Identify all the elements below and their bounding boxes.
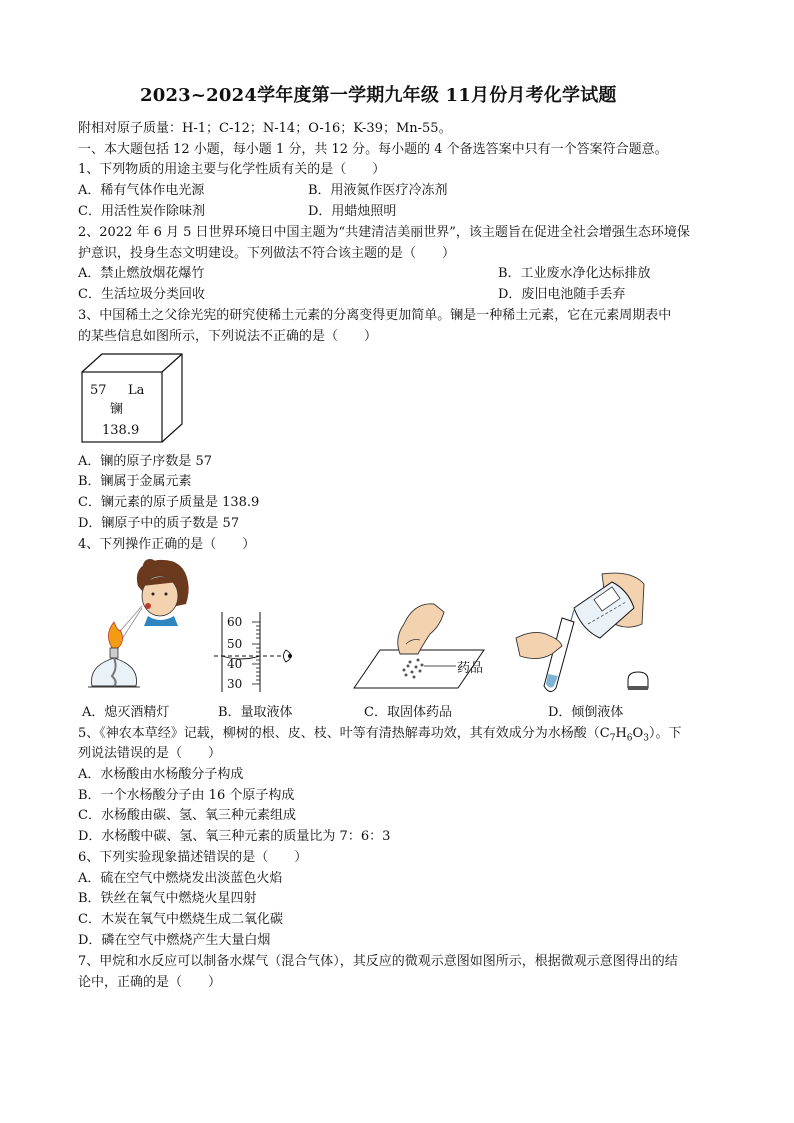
q6-option-a: A．硫在空气中燃烧发出淡蓝色火焰 bbox=[78, 871, 283, 886]
q3-option-d: D．镧原子中的质子数是 57 bbox=[78, 516, 240, 531]
q2-option-b: B．工业废水净化达标排放 bbox=[498, 266, 651, 281]
q5-sub-h: 6 bbox=[626, 733, 633, 744]
q2-option-d: D．废旧电池随手丢弃 bbox=[498, 287, 626, 302]
q6-option-b: B．铁丝在氧气中燃烧火星四射 bbox=[78, 891, 257, 906]
cylinder-tick-40: 40 bbox=[227, 657, 243, 671]
q4-option-d: D．倾倒液体 bbox=[548, 705, 624, 720]
q2-stem-line2: 护意识，投身生态文明建设。下列做法不符合该主题的是（ ） bbox=[78, 246, 456, 261]
cylinder-tick-60: 60 bbox=[227, 615, 243, 629]
cylinder-tick-50: 50 bbox=[227, 637, 243, 651]
q4-option-c: C．取固体药品 bbox=[364, 705, 452, 720]
q5-stem-line2: 列说法错误的是（ ） bbox=[78, 746, 222, 761]
solid-reagent-figure bbox=[352, 600, 492, 694]
q1-option-a: A．稀有气体作电光源 bbox=[78, 183, 205, 198]
cylinder-tick-30: 30 bbox=[227, 677, 243, 691]
q5-h: H bbox=[615, 726, 627, 741]
q3-option-b: B．镧属于金属元素 bbox=[78, 474, 192, 489]
page-title: 2023~2024学年度第一学期九年级 11月份月考化学试题 bbox=[140, 85, 617, 106]
element-name: 镧 bbox=[110, 402, 124, 417]
element-symbol: La bbox=[128, 383, 145, 398]
alcohol-lamp-figure bbox=[78, 556, 190, 696]
q5-option-d: D．水杨酸中碳、氢、氧三种元素的质量比为 7：6：3 bbox=[78, 829, 391, 844]
element-card-figure bbox=[80, 352, 184, 444]
pouring-liquid-figure bbox=[510, 568, 660, 696]
q2-stem-line1: 2、2022 年 6 月 5 日世界环境日中国主题为“共建清洁美丽世界”，该主题旨在促进全社会增强生态环境保 bbox=[78, 225, 690, 240]
drug-label: 药品 bbox=[457, 661, 484, 676]
q5-stem-pre: 5、《神农本草经》记载，柳树的根、皮、枝、叶等有清热解毒功效，其有效成分为水杨酸（C bbox=[78, 726, 610, 741]
q4-stem: 4、下列操作正确的是（ ） bbox=[78, 537, 256, 552]
element-atomic-number: 57 bbox=[90, 383, 107, 398]
q6-option-d: D．磷在空气中燃烧产生大量白烟 bbox=[78, 933, 271, 948]
graduated-cylinder-figure bbox=[214, 610, 304, 694]
q1-option-c: C．用活性炭作除味剂 bbox=[78, 204, 205, 219]
q5-option-c: C．水杨酸由碳、氢、氧三种元素组成 bbox=[78, 808, 296, 823]
q1-option-b: B．用液氮作医疗冷冻剂 bbox=[308, 183, 448, 198]
q5-sub-o: 3 bbox=[643, 733, 649, 744]
element-atomic-mass: 138.9 bbox=[102, 423, 140, 438]
q5-sub-c: 7 bbox=[609, 733, 616, 744]
q3-stem-line2: 的某些信息如图所示，下列说法不正确的是（ ） bbox=[78, 329, 378, 344]
atomic-masses: 附相对原子质量：H-1；C-12；N-14；O-16；K-39；Mn-55。 bbox=[78, 121, 452, 136]
q1-option-d: D．用蜡烛照明 bbox=[308, 204, 397, 219]
q4-option-a: A．熄灭酒精灯 bbox=[82, 705, 170, 720]
q1-stem: 1、下列物质的用途主要与化学性质有关的是（ ） bbox=[78, 162, 386, 177]
q3-stem-line1: 3、中国稀土之父徐光宪的研究使稀土元素的分离变得更加简单。镧是一种稀土元素，它在元素周期表中 bbox=[78, 308, 672, 323]
section-intro: 一、本大题包括 12 小题，每小题 1 分，共 12 分。每小题的 4 个备选答案中只有一个答案符合题意。 bbox=[78, 142, 668, 157]
q5-stem-post: ）。下 bbox=[648, 726, 682, 741]
q2-option-c: C．生活垃圾分类回收 bbox=[78, 287, 205, 302]
q6-stem: 6、下列实验现象描述错误的是（ ） bbox=[78, 850, 308, 865]
q7-stem-line2: 论中，正确的是（ ） bbox=[78, 975, 222, 990]
q3-option-a: A．镧的原子序数是 57 bbox=[78, 454, 213, 469]
q4-option-b: B．量取液体 bbox=[218, 705, 293, 720]
q6-option-c: C．木炭在氧气中燃烧生成二氧化碳 bbox=[78, 912, 283, 927]
q5-o: O bbox=[632, 726, 644, 741]
q5-option-a: A．水杨酸由水杨酸分子构成 bbox=[78, 767, 244, 782]
q5-option-b: B．一个水杨酸分子由 16 个原子构成 bbox=[78, 788, 295, 803]
q3-option-c: C．镧元素的原子质量是 138.9 bbox=[78, 495, 260, 510]
q2-option-a: A．禁止燃放烟花爆竹 bbox=[78, 266, 205, 281]
q7-stem-line1: 7、甲烷和水反应可以制备水煤气（混合气体），其反应的微观示意图如图所示，根据微观示意图得出的结 bbox=[78, 954, 678, 969]
